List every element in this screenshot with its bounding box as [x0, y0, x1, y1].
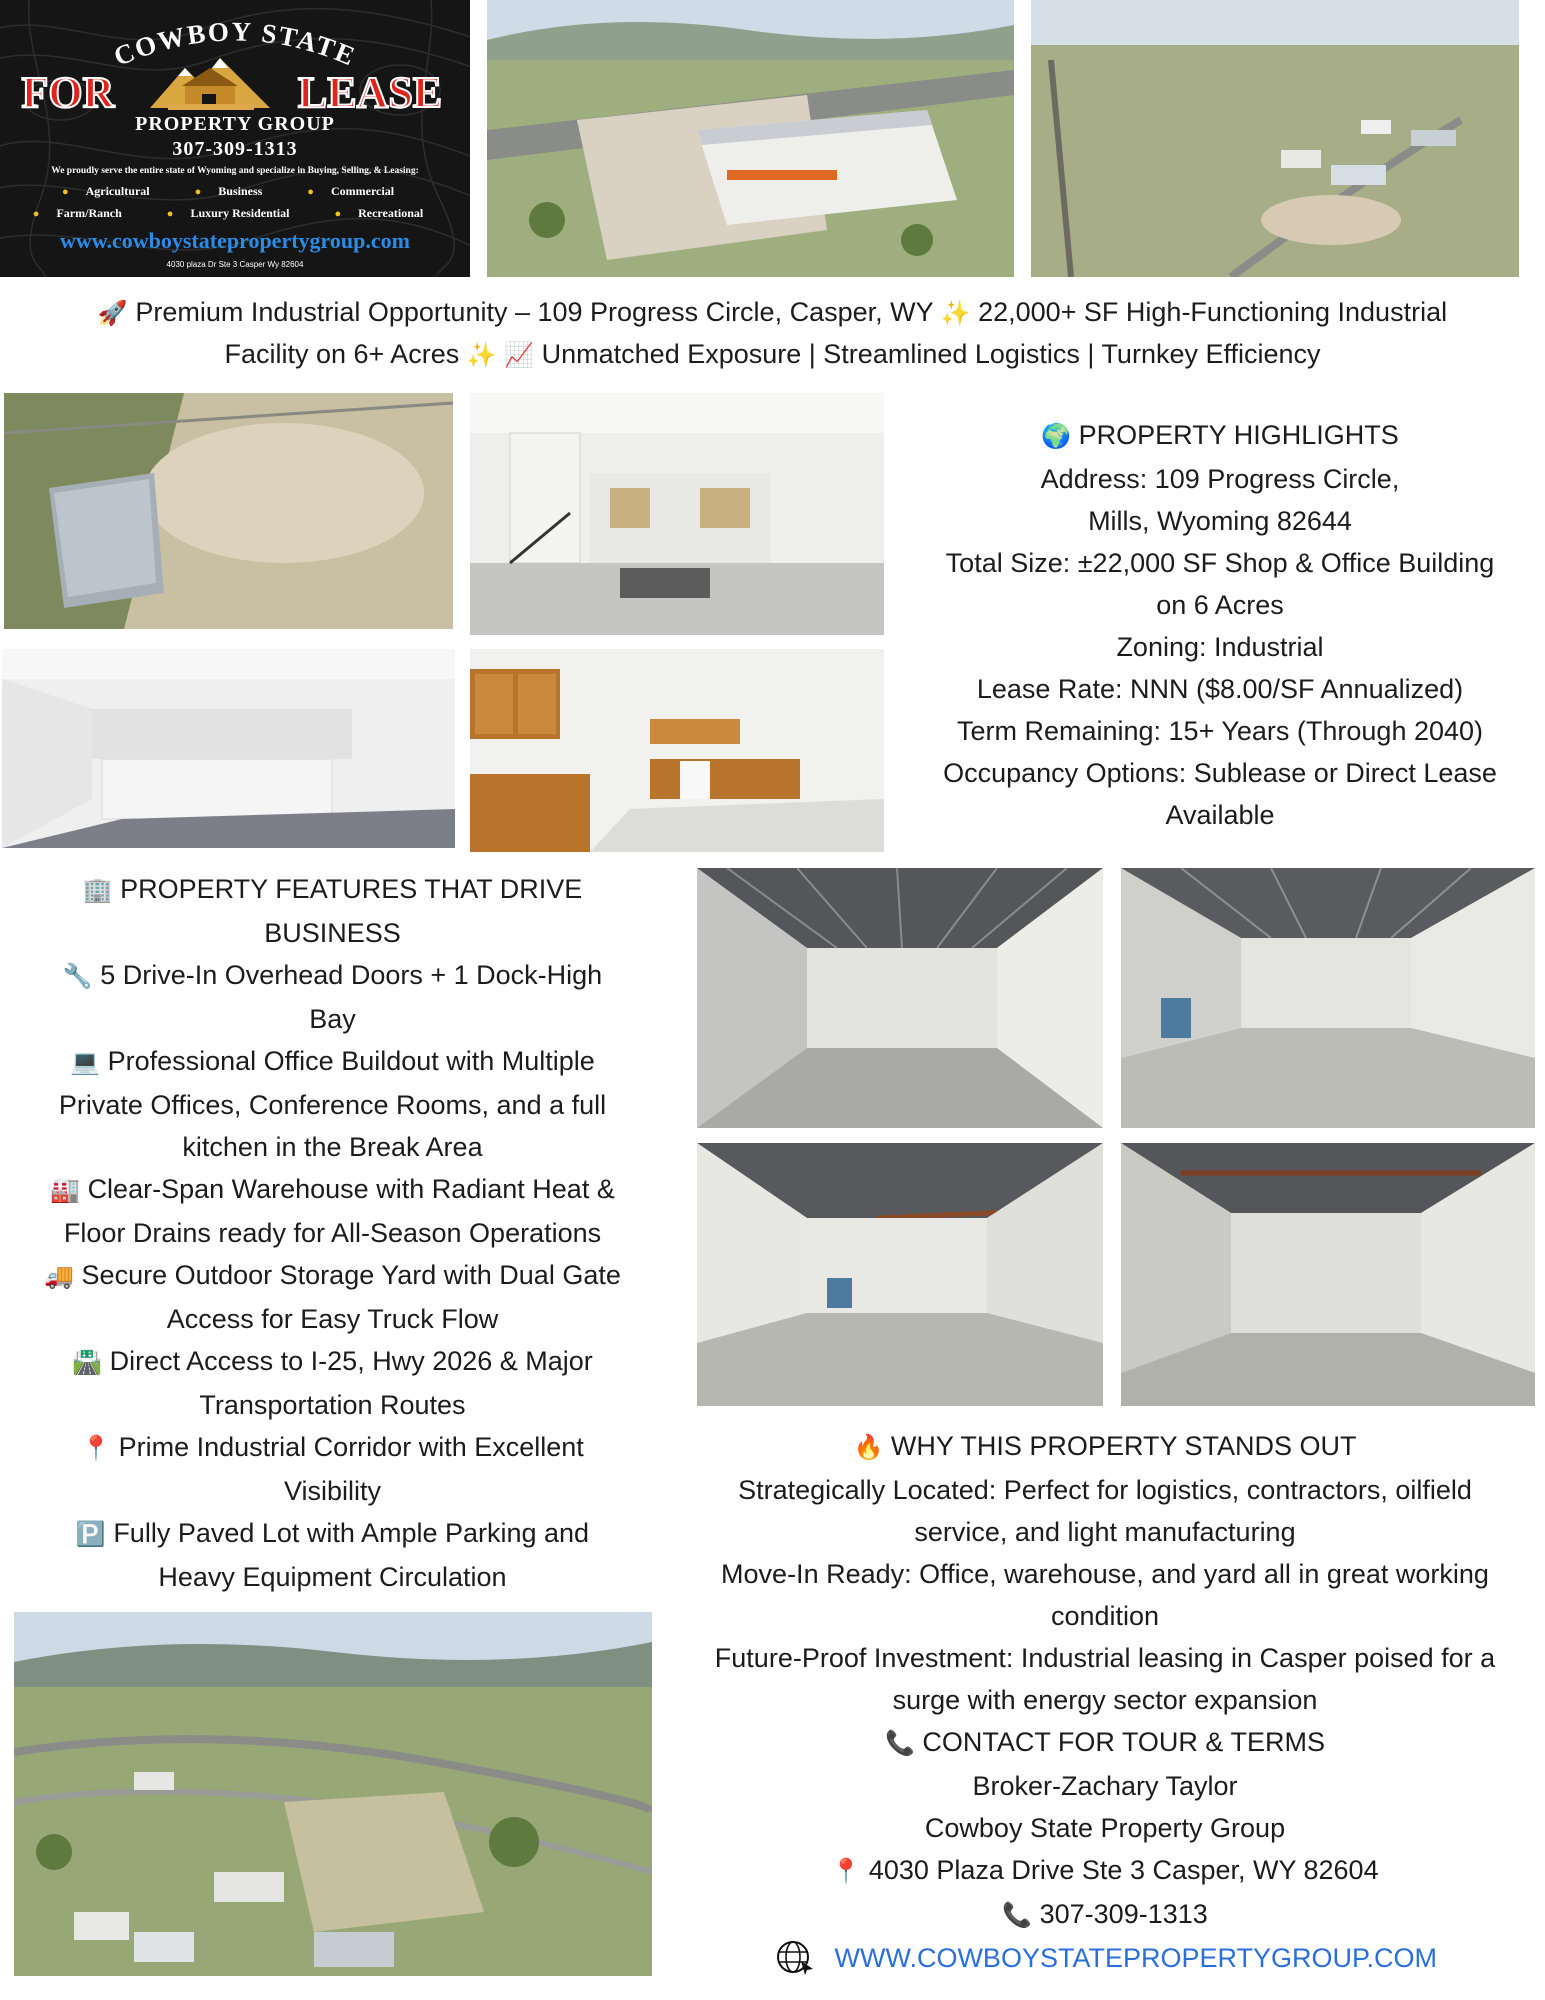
- logo-address: 4030 plaza Dr Ste 3 Casper Wy 82604: [166, 260, 304, 269]
- feature-item-cont: kitchen in the Break Area: [182, 1132, 483, 1162]
- highlight-line: Lease Rate: NNN ($8.00/SF Annualized): [976, 674, 1464, 704]
- category-item: ● Farm/Ranch: [32, 206, 122, 220]
- logo-tagline: We proudly serve the entire state of Wyoming and specialize in Buying, Selling, & Leasing:: [51, 166, 419, 176]
- contact-title: 📞 CONTACT FOR TOUR & TERMS: [665, 1721, 1545, 1765]
- highlight-line: Address: 109 Progress Circle,: [1040, 464, 1400, 494]
- svg-text:FOR: FOR: [21, 68, 115, 117]
- highway-icon: 🛣️: [72, 1349, 103, 1376]
- highlight-line: Occupancy Options: Sublease or Direct Lease: [943, 758, 1497, 788]
- feature-item: 🛣️ Direct Access to I-25, Hwy 2026 & Major: [0, 1340, 665, 1384]
- logo-group-name: PROPERTY GROUP: [135, 113, 335, 135]
- logo-website: www.cowboystatepropertygroup.com: [60, 228, 410, 253]
- svg-text:COWBOY STATE: COWBOY STATE: [109, 16, 361, 72]
- feature-item-cont: Visibility: [283, 1476, 382, 1506]
- why-line: service, and light manufacturing: [914, 1517, 1296, 1547]
- feature-item-cont: Access for Easy Truck Flow: [166, 1304, 499, 1334]
- kitchen-photo: [470, 649, 884, 852]
- highlight-line: Total Size: ±22,000 SF Shop & Office Building: [945, 548, 1495, 578]
- headline-line-2: Facility on 6+ Acres ✨ 📈 Unmatched Exposure | Streamlined Logistics | Turnkey Efficiency: [10, 334, 1535, 376]
- category-item: ● Recreational: [334, 206, 424, 220]
- wrench-icon: 🔧: [62, 963, 93, 990]
- phone-icon: 📞: [1002, 1902, 1033, 1929]
- aerial-photo-area: [1031, 0, 1519, 277]
- fire-icon: 🔥: [853, 1434, 884, 1461]
- contact-address: 📍 4030 Plaza Drive Ste 3 Casper, WY 82604: [665, 1849, 1545, 1893]
- feature-item-cont: Floor Drains ready for All-Season Operations: [63, 1218, 602, 1248]
- contact-broker: Broker-Zachary Taylor: [972, 1771, 1238, 1801]
- web-globe-icon: [773, 1939, 817, 1975]
- features-title-line-2: BUSINESS: [264, 918, 401, 948]
- warehouse-photo-1: [697, 868, 1103, 1128]
- website-link[interactable]: WWW.COWBOYSTATEPROPERTYGROUP.COM: [834, 1943, 1438, 1973]
- office-building-icon: 🏢: [82, 877, 113, 904]
- category-item: ● Commercial: [307, 184, 395, 198]
- feature-item: 🔧 5 Drive-In Overhead Doors + 1 Dock-High: [0, 954, 665, 998]
- office-hallway-photo: [2, 649, 455, 848]
- why-line: Future-Proof Investment: Industrial leasing in Casper poised for a: [714, 1643, 1496, 1673]
- feature-item-cont: Bay: [309, 1004, 356, 1034]
- highlight-line: Zoning: Industrial: [1116, 632, 1324, 662]
- highlight-line: Term Remaining: 15+ Years (Through 2040): [956, 716, 1484, 746]
- computer-icon: 💻: [70, 1049, 101, 1076]
- category-item: ● Agricultural: [61, 184, 150, 198]
- globe-icon: 🌍: [1041, 423, 1072, 450]
- features-title: 🏢 PROPERTY FEATURES THAT DRIVE: [0, 868, 665, 912]
- aerial-photo-building: [487, 0, 1014, 277]
- why-line: condition: [1050, 1601, 1160, 1631]
- logo-phone: 307-309-1313: [172, 138, 298, 160]
- warehouse-photo-3: [697, 1143, 1103, 1406]
- truck-icon: 🚚: [44, 1263, 75, 1290]
- highlights-title: 🌍 PROPERTY HIGHLIGHTS: [905, 414, 1535, 458]
- why-line: Strategically Located: Perfect for logistics, contractors, oilfield: [738, 1475, 1472, 1505]
- office-lobby-photo: [470, 393, 884, 635]
- feature-item: 🏭 Clear-Span Warehouse with Radiant Heat &: [0, 1168, 665, 1212]
- highlight-line: Available: [1165, 800, 1275, 830]
- why-title: 🔥 WHY THIS PROPERTY STANDS OUT: [665, 1425, 1545, 1469]
- parking-icon: 🅿️: [75, 1521, 106, 1548]
- why-line: surge with energy sector expansion: [892, 1685, 1318, 1715]
- contact-company: Cowboy State Property Group: [924, 1813, 1286, 1843]
- phone-icon: 📞: [885, 1730, 915, 1757]
- feature-item-cont: Transportation Routes: [199, 1390, 466, 1420]
- property-highlights: [905, 414, 1535, 836]
- feature-item: 📍 Prime Industrial Corridor with Excellent: [0, 1426, 665, 1470]
- warehouse-photo-2: [1121, 868, 1535, 1128]
- why-this-property: [665, 1425, 1545, 1979]
- headline: [10, 292, 1535, 376]
- logo-categories-row1: [0, 184, 470, 199]
- sparkles-icon: ✨: [940, 300, 971, 327]
- feature-item: 🅿️ Fully Paved Lot with Ample Parking and: [0, 1512, 665, 1556]
- rocket-icon: 🚀: [97, 300, 128, 327]
- pin-icon: 📍: [831, 1858, 862, 1885]
- warehouse-photo-4: [1121, 1143, 1535, 1406]
- company-logo: [0, 0, 470, 277]
- aerial-lot-photo: [4, 393, 453, 629]
- contact-website[interactable]: [665, 1937, 1545, 1979]
- chart-up-icon: 📈: [504, 342, 535, 369]
- contact-phone: 📞 307-309-1313: [665, 1893, 1545, 1937]
- sparkles-icon: ✨: [466, 342, 497, 369]
- feature-item: 💻 Professional Office Buildout with Multiple: [0, 1040, 665, 1084]
- aerial-city-photo: [14, 1612, 652, 1976]
- category-item: ● Business: [194, 184, 263, 198]
- headline-line-1: 🚀 Premium Industrial Opportunity – 109 Progress Circle, Casper, WY ✨ 22,000+ SF High-Functioning Industrial: [10, 292, 1535, 334]
- feature-item: 🚚 Secure Outdoor Storage Yard with Dual Gate: [0, 1254, 665, 1298]
- highlight-line: on 6 Acres: [1156, 590, 1284, 620]
- pin-icon: 📍: [81, 1435, 112, 1462]
- svg-text:LEASE: LEASE: [297, 68, 443, 117]
- feature-item-cont: Private Offices, Conference Rooms, and a full: [58, 1090, 607, 1120]
- category-item: ● Luxury Residential: [166, 206, 290, 220]
- factory-icon: 🏭: [50, 1177, 81, 1204]
- property-features: [0, 868, 665, 1598]
- highlight-line: Mills, Wyoming 82644: [1088, 506, 1352, 536]
- logo-categories-row2: [0, 206, 470, 221]
- feature-item-cont: Heavy Equipment Circulation: [158, 1562, 507, 1592]
- why-line: Move-In Ready: Office, warehouse, and yard all in great working: [721, 1559, 1489, 1589]
